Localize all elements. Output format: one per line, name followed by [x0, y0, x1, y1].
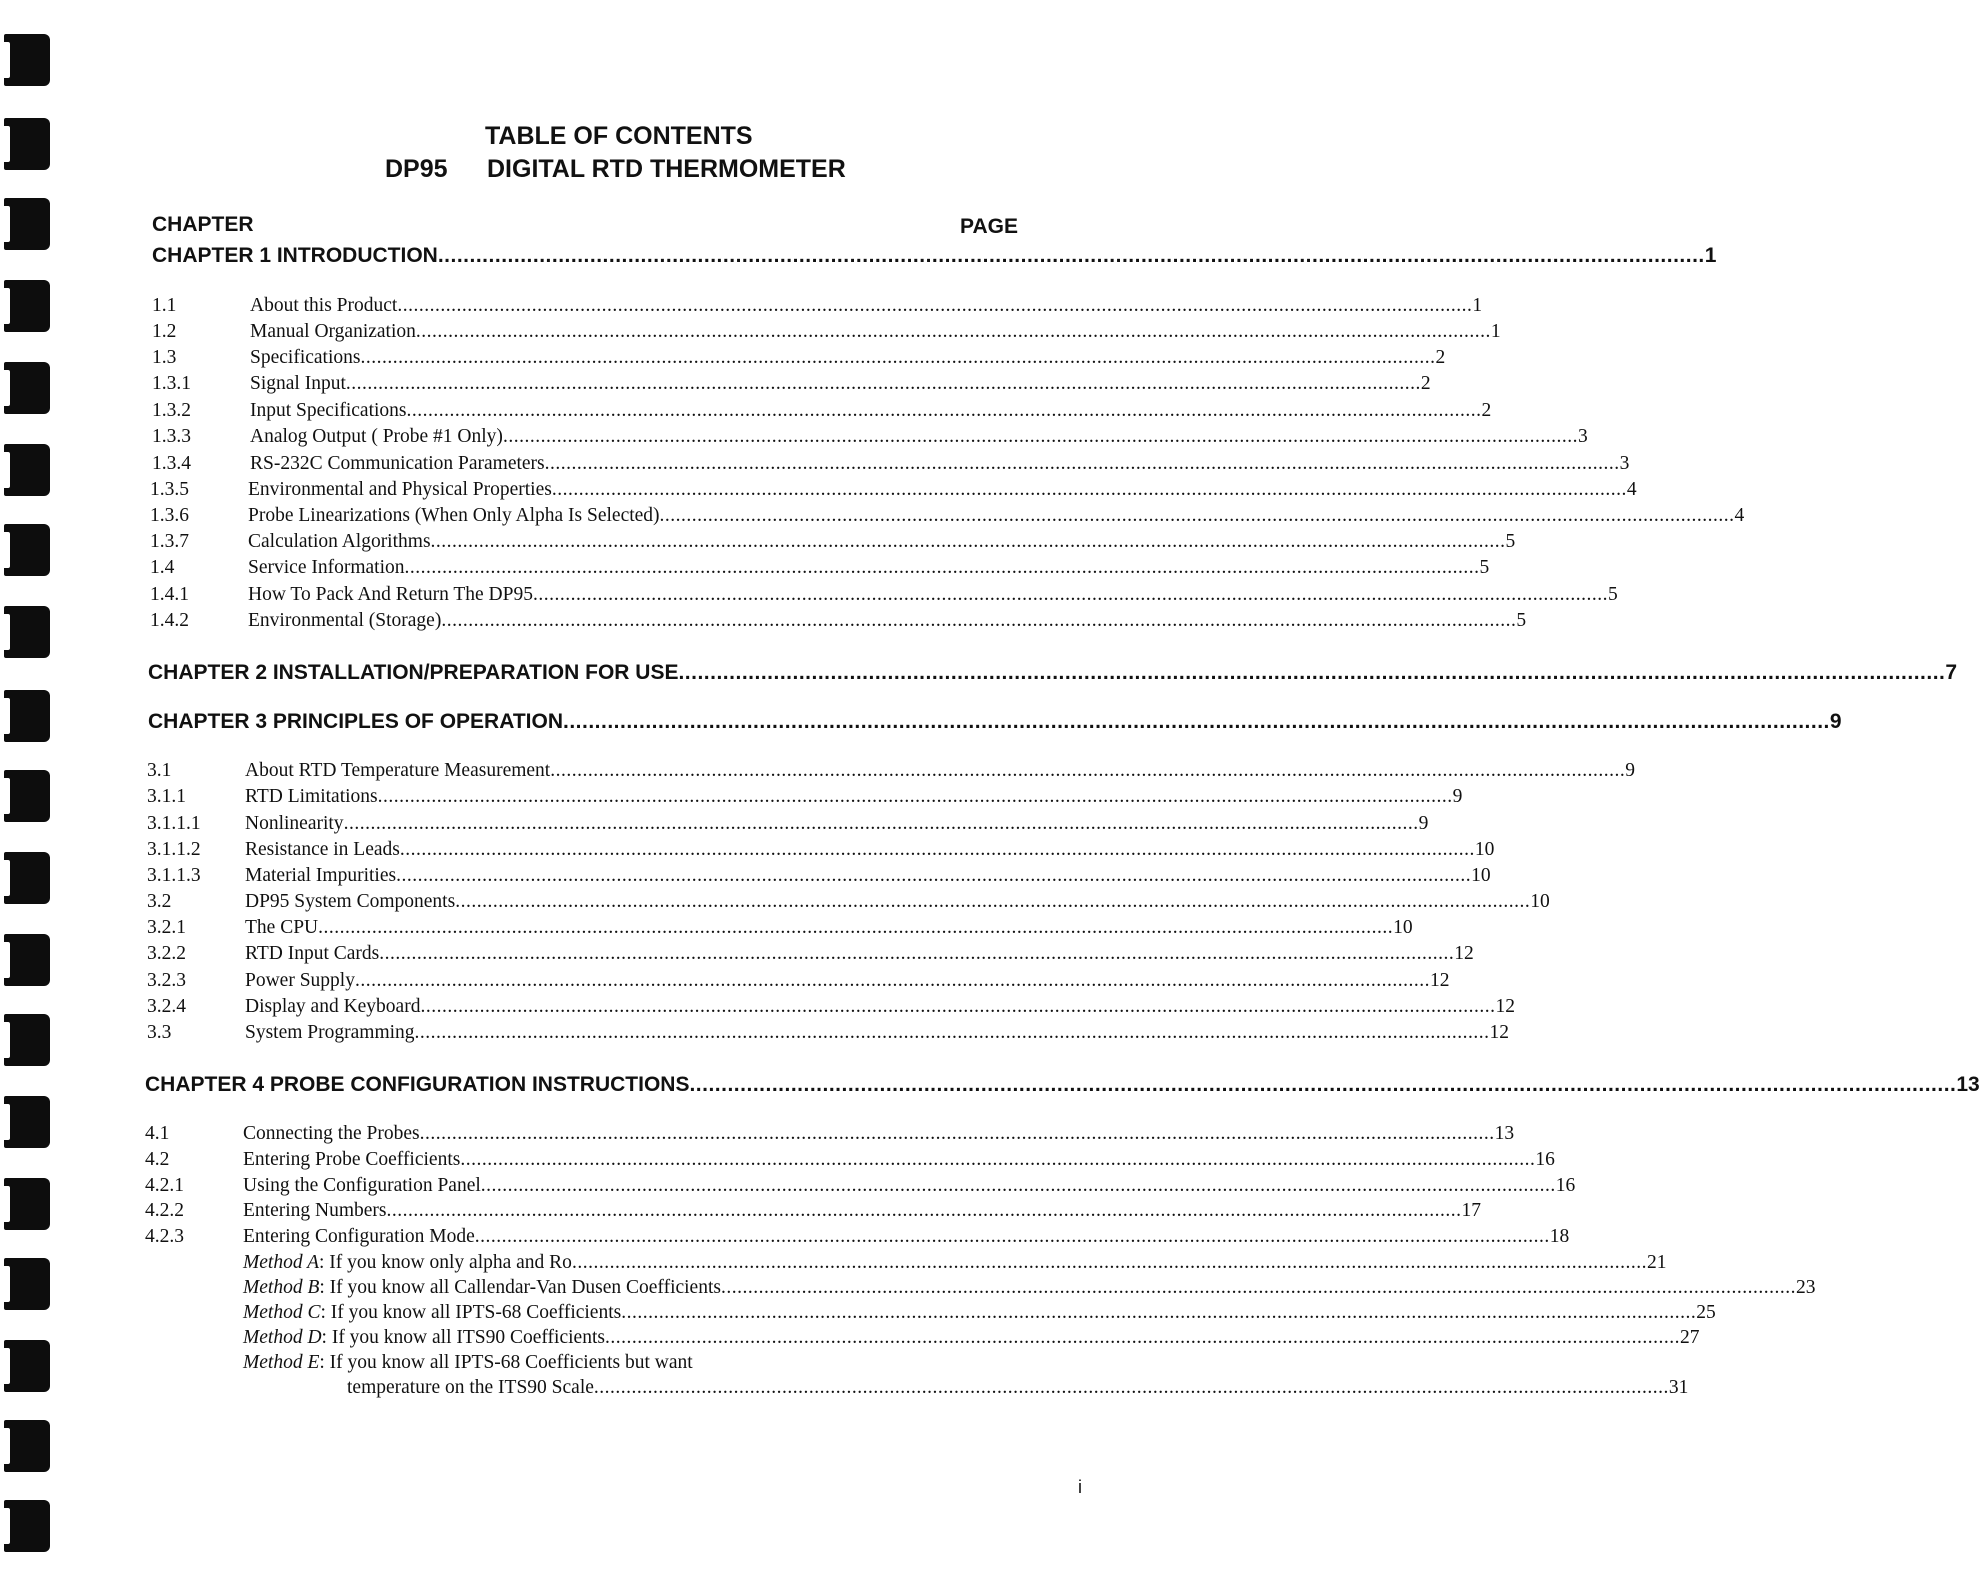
binding-hole [4, 606, 50, 658]
section-title: RTD Limitations [245, 786, 378, 807]
toc-section-row[interactable] [152, 449, 1630, 475]
section-number: 1.3.5 [150, 479, 189, 500]
binding-hole [4, 1500, 50, 1552]
dot-leader: ........................................................................................................................................................................................................ [354, 970, 1430, 991]
section-title: RS-232C Communication Parameters [250, 453, 545, 474]
column-header-page: PAGE [960, 215, 1018, 238]
section-title: Service Information [248, 557, 405, 578]
section-number: 3.1 [147, 760, 172, 781]
section-title: Resistance in Leads [245, 839, 400, 860]
toc-section-row[interactable] [145, 1196, 1482, 1222]
binding-hole [4, 1096, 50, 1148]
dot-leader: ........................................................................................................................................................................................................ [360, 347, 1436, 368]
binding-hole [4, 524, 50, 576]
page-ref: 18 [1549, 1226, 1570, 1247]
dot-leader: ........................................................................................................................................................................................................ [571, 1252, 1647, 1273]
binding-hole [4, 198, 50, 250]
binding-hole [4, 1014, 50, 1066]
dot-leader: ........................................................................................................................................................................................................ [399, 839, 1475, 860]
section-title: Entering Configuration Mode [243, 1226, 475, 1247]
section-title: Entering Probe Coefficients [243, 1149, 461, 1170]
chapter-title: CHAPTER 1 INTRODUCTION [152, 244, 438, 267]
toc-section-row[interactable] [147, 913, 1413, 939]
toc-section-row[interactable] [152, 396, 1492, 422]
method-name: Method D [243, 1327, 322, 1348]
section-title: Environmental (Storage) [248, 610, 442, 631]
section-title: Signal Input [250, 373, 346, 394]
page-ref: 1 [1704, 244, 1717, 267]
dot-leader: ........................................................................................................................................................................................................ [415, 321, 1491, 342]
section-number: 1.3.4 [152, 453, 191, 474]
dot-leader: ........................................................................................................................................................................................................ [720, 1277, 1796, 1298]
toc-section-row[interactable] [152, 369, 1431, 395]
page-ref: 16 [1555, 1175, 1576, 1196]
dot-leader: ........................................................................................................................................................................................................ [544, 453, 1620, 474]
section-title: Probe Linearizations (When Only Alpha Is Selected) [248, 505, 660, 526]
section-number: 3.2 [147, 891, 172, 912]
section-number: 3.2.3 [147, 970, 186, 991]
toc-section-row[interactable] [150, 606, 1527, 632]
page-ref: 12 [1495, 996, 1515, 1017]
dot-leader: ........................................................................................................................................................................................................ [404, 557, 1480, 578]
section-title: RTD Input Cards [245, 943, 380, 964]
toc-section-row[interactable] [150, 580, 1618, 606]
page-ref: 12 [1489, 1022, 1510, 1043]
dot-leader: ........................................................................................................................................................................................................ [406, 400, 1482, 421]
dot-leader: ........................................................................................................................................................................................................ [455, 891, 1531, 912]
toc-chapter-row[interactable] [152, 242, 1717, 268]
spiral-binding [0, 0, 60, 1584]
page-ref: 9 [1829, 710, 1842, 733]
section-number: 3.1.1 [147, 786, 186, 807]
section-number: 1.1 [152, 295, 177, 316]
section-title: Power Supply [245, 970, 355, 991]
binding-hole [4, 444, 50, 496]
method-title: : If you know all IPTS-68 Coefficients but want [319, 1352, 693, 1373]
page-ref: 10 [1530, 891, 1550, 912]
section-number: 3.2.4 [147, 996, 186, 1017]
section-title: Using the Configuration Panel [243, 1175, 481, 1196]
section-number: 1.4.1 [150, 584, 189, 605]
dot-leader: ........................................................................................................................................................................................................ [386, 1200, 1462, 1221]
binding-hole [4, 118, 50, 170]
method-title: : If you know all Callendar-Van Dusen Coefficients [319, 1277, 721, 1298]
toc-section-row[interactable] [147, 756, 1635, 782]
dot-leader: ........................................................................................................................................................................................................ [345, 373, 1421, 394]
method-name: Method E [243, 1352, 320, 1373]
method-name: Method A [243, 1252, 320, 1273]
page-ref: 27 [1679, 1327, 1700, 1348]
binding-hole [4, 34, 50, 86]
toc-section-row[interactable] [150, 553, 1490, 579]
page-ref: 5 [1516, 610, 1527, 631]
section-title: Display and Keyboard [245, 996, 421, 1017]
toc-section-row[interactable] [147, 939, 1474, 965]
toc-section-row[interactable] [152, 422, 1588, 448]
column-header-chapter: CHAPTER [152, 213, 254, 236]
binding-hole [4, 852, 50, 904]
toc-section-row[interactable] [147, 835, 1495, 861]
page-ref: 3 [1577, 426, 1588, 447]
section-number: 1.3 [152, 347, 177, 368]
toc-section-row[interactable] [147, 966, 1450, 992]
page-ref: 25 [1696, 1302, 1716, 1323]
dot-leader: ........................................................................................................................................................................................................ [604, 1327, 1680, 1348]
section-number: 4.2.3 [145, 1226, 184, 1247]
section-title: About RTD Temperature Measurement [245, 760, 551, 781]
toc-section-row[interactable] [145, 1222, 1570, 1248]
toc-chapter-row[interactable] [148, 659, 1958, 685]
toc-section-row[interactable] [152, 291, 1483, 317]
dot-leader: ........................................................................................................................................................................................................ [502, 426, 1578, 447]
section-title: Entering Numbers [243, 1200, 387, 1221]
chapter-title: CHAPTER 3 PRINCIPLES OF OPERATION [148, 710, 563, 733]
dot-leader: ........................................................................................................................................................................................................ [396, 865, 1472, 886]
section-number: 4.1 [145, 1123, 170, 1144]
toc-chapter-row[interactable] [145, 1071, 1980, 1097]
page-ref: 12 [1454, 943, 1474, 964]
binding-hole [4, 1258, 50, 1310]
page-ref: 12 [1429, 970, 1450, 991]
toc-method-row[interactable] [243, 1298, 1716, 1324]
toc-section-row[interactable] [147, 861, 1491, 887]
product-name: DIGITAL RTD THERMOMETER [487, 155, 846, 183]
section-title: The CPU [245, 917, 319, 938]
page-ref: 2 [1420, 373, 1431, 394]
page-ref: 1 [1490, 321, 1501, 342]
page-ref: 9 [1418, 813, 1429, 834]
dot-leader: ........................................................................................................................................................................................................ [379, 943, 1455, 964]
toc-section-row[interactable] [147, 782, 1463, 808]
toc-section-row[interactable] [147, 887, 1550, 913]
toc-section-row[interactable] [152, 317, 1501, 343]
section-title: How To Pack And Return The DP95 [248, 584, 533, 605]
toc-section-row[interactable] [145, 1145, 1555, 1171]
page-ref: 23 [1795, 1277, 1816, 1298]
dot-leader: ........................................................................................................................................................................................................ [689, 1073, 1957, 1096]
toc-section-row[interactable] [147, 1018, 1510, 1044]
section-number: 3.1.1.2 [147, 839, 201, 860]
page-number: i [1078, 1477, 1082, 1497]
method-title: : If you know all IPTS-68 Coefficients [320, 1302, 622, 1323]
page-ref: 3 [1619, 453, 1630, 474]
dot-leader: ........................................................................................................................................................................................................ [414, 1022, 1490, 1043]
method-name: Method B [243, 1277, 320, 1298]
dot-leader: ........................................................................................................................................................................................................ [420, 996, 1496, 1017]
toc-section-row[interactable] [150, 475, 1637, 501]
toc-method-row[interactable] [243, 1348, 1000, 1374]
dot-leader: ........................................................................................................................................................................................................ [419, 1123, 1495, 1144]
page-ref: 2 [1481, 400, 1492, 421]
binding-hole [4, 280, 50, 332]
section-number: 1.3.7 [150, 531, 189, 552]
section-number: 1.4 [150, 557, 175, 578]
toc-method-row[interactable] [243, 1323, 1700, 1349]
toc-method-row[interactable] [243, 1248, 1667, 1274]
page-ref: 5 [1505, 531, 1516, 552]
section-number: 3.2.2 [147, 943, 186, 964]
dot-leader: ........................................................................................................................................................................................................ [460, 1149, 1536, 1170]
section-title: About this Product [250, 295, 398, 316]
section-title: Environmental and Physical Properties [248, 479, 552, 500]
binding-hole [4, 1178, 50, 1230]
dot-leader: ........................................................................................................................................................................................................ [397, 295, 1473, 316]
page-ref: 5 [1479, 557, 1490, 578]
section-title: Calculation Algorithms [248, 531, 431, 552]
dot-leader: ........................................................................................................................................................................................................ [474, 1226, 1550, 1247]
dot-leader: ........................................................................................................................................................................................................ [533, 584, 1608, 605]
section-number: 1.3.3 [152, 426, 191, 447]
binding-hole [4, 362, 50, 414]
page-ref: 2 [1435, 347, 1446, 368]
section-number: 1.4.2 [150, 610, 189, 631]
section-number: 4.2.2 [145, 1200, 184, 1221]
binding-hole [4, 770, 50, 822]
dot-leader: ........................................................................................................................................................................................................ [430, 531, 1506, 552]
section-number: 4.2.1 [145, 1175, 184, 1196]
chapter-title: CHAPTER 2 INSTALLATION/PREPARATION FOR USE [148, 661, 679, 684]
section-title: Input Specifications [250, 400, 407, 421]
section-number: 1.3.1 [152, 373, 191, 394]
toc-section-row[interactable] [145, 1171, 1576, 1197]
section-title: System Programming [245, 1022, 415, 1043]
binding-hole [4, 1420, 50, 1472]
toc-chapter-row[interactable] [148, 708, 1842, 734]
dot-leader: ........................................................................................................................................................................................................ [377, 786, 1453, 807]
section-number: 1.3.6 [150, 505, 189, 526]
toc-section-row[interactable] [145, 1119, 1515, 1145]
method-title: : If you know all ITS90 Coefficients [321, 1327, 605, 1348]
dot-leader: ........................................................................................................................................................................................................ [441, 610, 1517, 631]
section-number: 3.1.1.1 [147, 813, 201, 834]
method-title-continuation: temperature on the ITS90 Scale [347, 1377, 594, 1398]
page-ref: 5 [1608, 584, 1618, 605]
section-title: Nonlinearity [245, 813, 344, 834]
dot-leader: ........................................................................................................................................................................................................ [659, 505, 1735, 526]
dot-leader: ........................................................................................................................................................................................................ [678, 661, 1946, 684]
page-ref: 31 [1668, 1377, 1689, 1398]
method-name: Method C [243, 1302, 321, 1323]
dot-leader: ........................................................................................................................................................................................................ [593, 1377, 1669, 1398]
page-ref: 21 [1646, 1252, 1667, 1273]
page-ref: 16 [1535, 1149, 1555, 1170]
page-ref: 4 [1734, 505, 1745, 526]
section-title: Analog Output ( Probe #1 Only) [250, 426, 503, 447]
page-ref: 9 [1625, 760, 1635, 781]
toc-section-row[interactable] [152, 343, 1446, 369]
section-number: 1.2 [152, 321, 177, 342]
method-title: : If you know only alpha and Ro [319, 1252, 572, 1273]
page-ref: 1 [1472, 295, 1483, 316]
page-ref: 10 [1474, 839, 1495, 860]
section-title: DP95 System Components [245, 891, 456, 912]
dot-leader: ........................................................................................................................................................................................................ [621, 1302, 1697, 1323]
section-title: Material Impurities [245, 865, 397, 886]
page-ref: 9 [1452, 786, 1463, 807]
toc-section-row[interactable] [150, 527, 1516, 553]
page-ref: 17 [1461, 1200, 1482, 1221]
section-title: Specifications [250, 347, 361, 368]
binding-hole [4, 934, 50, 986]
page-ref: 10 [1471, 865, 1491, 886]
dot-leader: ........................................................................................................................................................................................................ [550, 760, 1626, 781]
toc-section-row[interactable] [147, 809, 1429, 835]
dot-leader: ........................................................................................................................................................................................................ [480, 1175, 1556, 1196]
section-number: 4.2 [145, 1149, 170, 1170]
toc-method-row[interactable] [243, 1273, 1816, 1299]
toc-section-row[interactable] [147, 992, 1515, 1018]
model-number: DP95 [385, 155, 448, 183]
section-number: 3.2.1 [147, 917, 186, 938]
binding-hole [4, 690, 50, 742]
chapter-title: CHAPTER 4 PROBE CONFIGURATION INSTRUCTIONS [145, 1073, 690, 1096]
page-ref: 13 [1494, 1123, 1515, 1144]
page-ref: 13 [1956, 1073, 1980, 1096]
page-ref: 10 [1393, 917, 1413, 938]
page-ref: 7 [1945, 661, 1958, 684]
dot-leader: ........................................................................................................................................................................................................ [343, 813, 1419, 834]
dot-leader: ........................................................................................................................................................................................................ [437, 244, 1705, 267]
section-title: Manual Organization [250, 321, 416, 342]
section-number: 3.3 [147, 1022, 172, 1043]
section-title: Connecting the Probes [243, 1123, 420, 1144]
toc-method-continuation-row[interactable] [347, 1373, 1689, 1399]
page-ref: 4 [1626, 479, 1637, 500]
section-number: 3.1.1.3 [147, 865, 201, 886]
section-number: 1.3.2 [152, 400, 191, 421]
toc-section-row[interactable] [150, 501, 1745, 527]
dot-leader: ........................................................................................................................................................................................................ [318, 917, 1394, 938]
dot-leader: ........................................................................................................................................................................................................ [563, 710, 1830, 733]
dot-leader: ........................................................................................................................................................................................................ [551, 479, 1627, 500]
binding-hole [4, 1340, 50, 1392]
